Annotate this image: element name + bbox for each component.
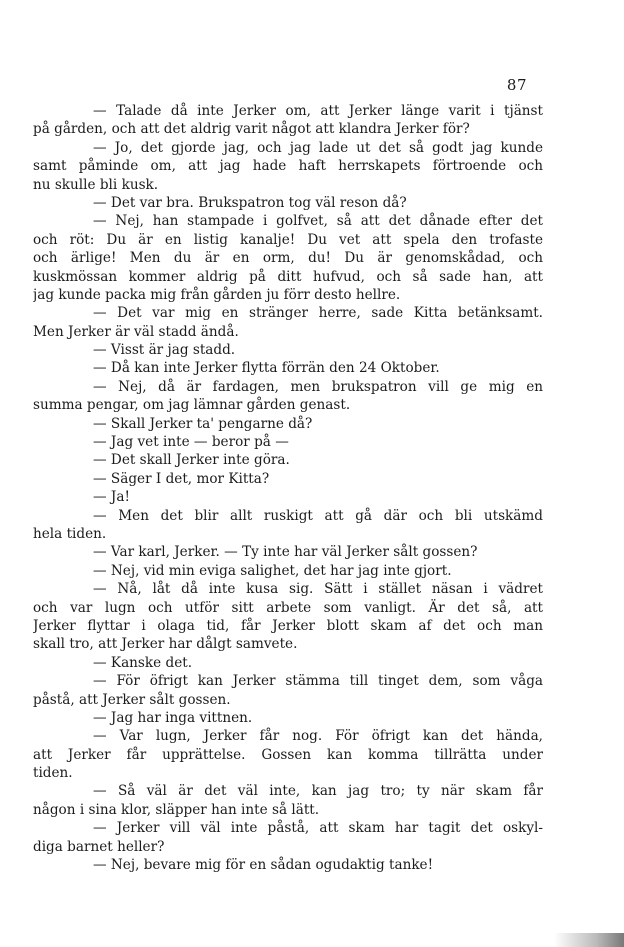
text-line: hela tiden.: [33, 525, 107, 542]
text-line: — Jag har inga vittnen.: [93, 709, 253, 726]
text-line: — Det skall Jerker inte göra.: [93, 452, 290, 469]
text-line: diga barnet heller?: [33, 838, 165, 855]
text-line: — För öfrigt kan Jerker stämma till tinget dem, som våga: [93, 673, 543, 690]
scan-edge-mark: [554, 933, 624, 947]
text-line: — Det var bra. Brukspatron tog väl reson då?: [93, 194, 407, 211]
text-line: — Kanske det.: [93, 654, 193, 671]
text-line: samt påminde om, att jag hade haft herrskapets förtroende och: [33, 158, 543, 175]
text-line: — Jo, det gjorde jag, och jag lade ut det så godt jag kunde: [93, 139, 543, 156]
text-line: — Var karl, Jerker. — Ty inte har väl Jerker sålt gossen?: [93, 544, 478, 561]
text-line: — Säger I det, mor Kitta?: [93, 470, 270, 487]
text-line: — Jag vet inte — beror på —: [93, 434, 289, 451]
text-line: kuskmössan kommer aldrig på ditt hufvud, och så sade han, att: [33, 268, 543, 285]
text-line: nu skulle bli kusk.: [33, 176, 159, 193]
text-line: på gården, och att det aldrig varit något att klandra Jerker för?: [33, 121, 470, 138]
text-line: — Men det blir allt ruskigt att gå där och bli utskämd: [93, 507, 543, 524]
text-line: skall tro, att Jerker har dålgt samvete.: [33, 636, 298, 653]
text-line: — Jerker vill väl inte påstå, att skam har tagit det oskyl-: [93, 820, 543, 837]
body-text: [33, 102, 543, 874]
text-line: — Nej, vid min eviga salighet, det har jag inte gjort.: [93, 562, 452, 579]
text-line: någon i sina klor, släpper han inte så lätt.: [33, 801, 320, 818]
text-line: och var lugn och utför sitt arbete som vanligt. Är det så, att: [33, 599, 543, 616]
text-line: Jerker flyttar i olaga tid, får Jerker blott skam af det och man: [33, 617, 543, 634]
text-line: — Det var mig en stränger herre, sade Kitta betänksamt.: [93, 305, 543, 322]
text-line: — Var lugn, Jerker får nog. För öfrigt kan det hända,: [93, 728, 543, 745]
text-line: — Talade då inte Jerker om, att Jerker länge varit i tjänst: [93, 103, 543, 119]
text-line: — Visst är jag stadd.: [93, 342, 236, 359]
text-line: — Då kan inte Jerker flytta förrän den 24 Oktober.: [93, 360, 440, 377]
page-number: 87: [506, 76, 527, 94]
text-line: och röt: Du är en listig kanalje! Du vet att spela den trofaste: [33, 231, 543, 248]
text-line: — Nej, då är fardagen, men brukspatron vill ge mig en: [93, 378, 543, 395]
text-line: — Nej, han stampade i golfvet, så att det dånade efter det: [93, 213, 543, 230]
text-line: — Skall Jerker ta' pengarne då?: [93, 415, 313, 432]
text-line: — Nej, bevare mig för en sådan ogudaktig tanke!: [93, 857, 434, 874]
text-line: Men Jerker är väl stadd ändå.: [33, 323, 239, 340]
text-line: tiden.: [33, 765, 73, 782]
text-line: att Jerker får upprättelse. Gossen kan komma tillrätta under: [33, 746, 543, 763]
text-line: jag kunde packa mig från gården ju förr desto hellre.: [33, 286, 401, 303]
text-line: — Så väl är det väl inte, kan jag tro; ty när skam får: [93, 783, 543, 800]
text-line: påstå, att Jerker sålt gossen.: [33, 691, 231, 708]
text-line: summa pengar, om jag lämnar gården genast.: [33, 397, 351, 414]
text-line: och ärlige! Men du är en orm, du! Du är genomskådad, och: [33, 250, 543, 267]
text-line: — Nå, låt då inte kusa sig. Sätt i stället näsan i vädret: [93, 581, 543, 598]
text-line: — Ja!: [93, 489, 130, 506]
